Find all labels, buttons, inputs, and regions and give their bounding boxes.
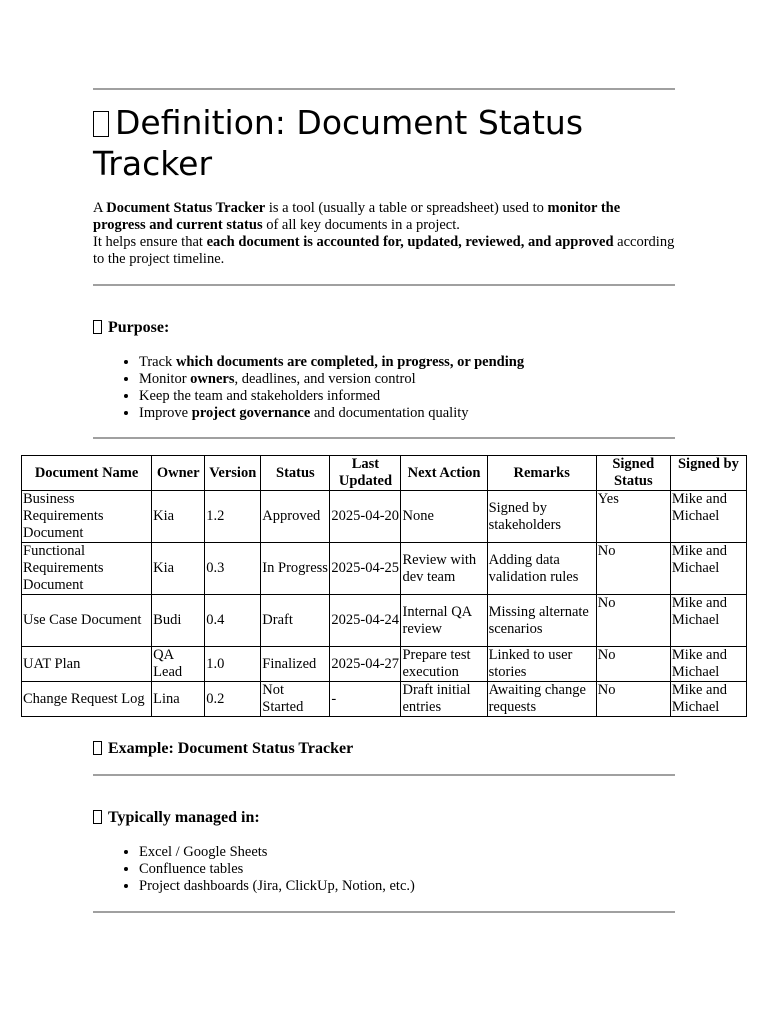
cell-version: 0.3: [205, 543, 261, 595]
managed-heading: Typically managed in:: [93, 808, 260, 828]
table-row: [22, 682, 747, 717]
cell-document-name: UAT Plan: [22, 647, 152, 682]
cell-signed-status: No: [596, 682, 670, 717]
cell-next-action: Review with dev team: [401, 543, 487, 595]
cell-next-action: Draft initial entries: [401, 682, 487, 717]
purpose-list: [93, 354, 721, 422]
cell-next-action: None: [401, 491, 487, 543]
page-title: Definition: Document Status Tracker: [93, 103, 584, 183]
cell-status: Approved: [261, 491, 330, 543]
col-header: Owner: [152, 456, 205, 491]
wrench-icon: [93, 810, 102, 824]
cell-remarks: Linked to user stories: [487, 647, 596, 682]
cell-status: Not Started: [261, 682, 330, 717]
cell-owner: Kia: [152, 491, 205, 543]
purpose-heading: Purpose:: [93, 318, 169, 338]
top-divider: [93, 88, 675, 90]
table-header-row: [22, 456, 747, 491]
table-row: [22, 595, 747, 647]
cell-signed-status: Yes: [596, 491, 670, 543]
cell-version: 1.0: [205, 647, 261, 682]
col-header: Document Name: [22, 456, 152, 491]
cell-document-name: Business Requirements Document: [22, 491, 152, 543]
list-item: • Confluence tables: [139, 861, 721, 878]
divider-after-example: [93, 774, 675, 776]
cell-document-name: Use Case Document: [22, 595, 152, 647]
cell-last-updated: 2025-04-20: [330, 491, 401, 543]
cell-status: Draft: [261, 595, 330, 647]
col-header: Remarks: [487, 456, 596, 491]
divider-after-intro: [93, 284, 675, 286]
divider-after-purpose: [93, 437, 675, 439]
cell-signed-by: Mike and Michael: [670, 595, 746, 647]
cell-status: Finalized: [261, 647, 330, 682]
managed-list: [93, 844, 721, 895]
cell-version: 0.4: [205, 595, 261, 647]
document-status-table: [21, 455, 747, 717]
cell-remarks: Adding data validation rules: [487, 543, 596, 595]
col-header: Signed by: [670, 456, 746, 491]
col-header: Last Updated: [330, 456, 401, 491]
cell-last-updated: 2025-04-25: [330, 543, 401, 595]
cell-remarks: Missing alternate scenarios: [487, 595, 596, 647]
target-icon: [93, 320, 102, 334]
cell-owner: QA Lead: [152, 647, 205, 682]
list-item: • Keep the team and stakeholders informed: [139, 388, 721, 405]
cell-document-name: Functional Requirements Document: [22, 543, 152, 595]
cell-signed-status: No: [596, 543, 670, 595]
cell-owner: Lina: [152, 682, 205, 717]
cell-next-action: Prepare test execution: [401, 647, 487, 682]
example-heading: Example: Document Status Tracker: [93, 739, 353, 759]
cell-remarks: Awaiting change requests: [487, 682, 596, 717]
cell-next-action: Internal QA review: [401, 595, 487, 647]
cell-signed-by: Mike and Michael: [670, 647, 746, 682]
emoji-placeholder-icon: [93, 111, 109, 137]
list-item: • Excel / Google Sheets: [139, 844, 721, 861]
cell-owner: Budi: [152, 595, 205, 647]
cell-last-updated: 2025-04-24: [330, 595, 401, 647]
cell-signed-by: Mike and Michael: [670, 491, 746, 543]
intro-paragraph: A Document Status Tracker is a tool (usually a table or spreadsheet) used to monitor the progress and current status of all key documents in a project. It helps ensure that each document is accounted for, updated, reviewed, and approved according to the project timeline.: [93, 200, 675, 267]
cell-last-updated: 2025-04-27: [330, 647, 401, 682]
list-item: • Improve project governance and documentation quality: [139, 405, 721, 422]
clipboard-icon: [93, 741, 102, 755]
cell-document-name: Change Request Log: [22, 682, 152, 717]
cell-owner: Kia: [152, 543, 205, 595]
table-row: [22, 491, 747, 543]
col-header: Version: [205, 456, 261, 491]
cell-signed-by: Mike and Michael: [670, 682, 746, 717]
cell-version: 1.2: [205, 491, 261, 543]
bottom-divider: [93, 911, 675, 913]
cell-signed-by: Mike and Michael: [670, 543, 746, 595]
cell-version: 0.2: [205, 682, 261, 717]
col-header: Signed Status: [596, 456, 670, 491]
col-header: Status: [261, 456, 330, 491]
table-row: [22, 543, 747, 595]
cell-remarks: Signed by stakeholders: [487, 491, 596, 543]
table-row: [22, 647, 747, 682]
list-item: • Project dashboards (Jira, ClickUp, Notion, etc.): [139, 878, 721, 895]
cell-signed-status: No: [596, 595, 670, 647]
list-item: • Track which documents are completed, in progress, or pending: [139, 354, 721, 371]
cell-status: In Progress: [261, 543, 330, 595]
cell-signed-status: No: [596, 647, 670, 682]
col-header: Next Action: [401, 456, 487, 491]
list-item: • Monitor owners, deadlines, and version control: [139, 371, 721, 388]
cell-last-updated: -: [330, 682, 401, 717]
